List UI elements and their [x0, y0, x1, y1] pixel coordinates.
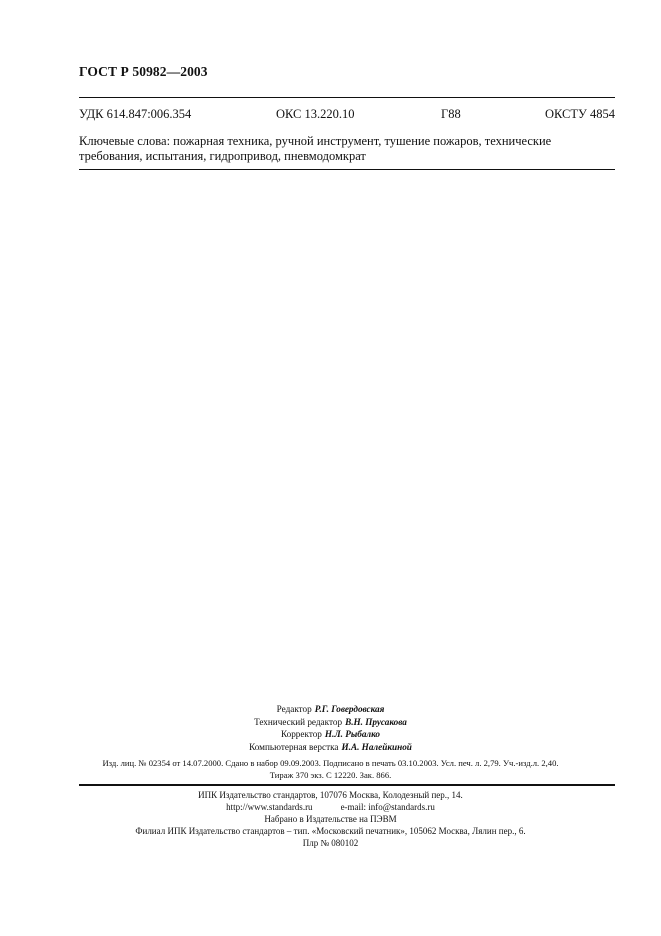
- group-code: Г88: [441, 107, 461, 121]
- imprint-block: [0, 758, 661, 781]
- publisher-website[interactable]: http://www.standards.ru: [226, 802, 313, 812]
- publisher-block: [0, 789, 661, 849]
- publisher-address: ИПК Издательство стандартов, 107076 Москва, Колодезный пер., 14.: [198, 790, 463, 800]
- credit-name: И.А. Налейкиной: [341, 741, 412, 752]
- credit-role: Технический редактор: [254, 716, 343, 727]
- credit-name: Р.Г. Говердовская: [314, 704, 385, 714]
- credit-layout: [0, 741, 661, 754]
- credit-name: Н.Л. Рыбалко: [324, 729, 381, 739]
- imprint-line: Изд. лиц. № 02354 от 14.07.2000. Сдано в набор 09.09.2003. Подписано в печать 03.10.2003. Усл. печ. л. 2,79. Уч.-изд.л. 2,40.: [102, 758, 559, 768]
- keywords-text: Ключевые слова: пожарная техника, ручной инструмент, тушение пожаров, технические требования, испытания, гидропривод, пневмодомкрат: [79, 134, 552, 163]
- keywords-divider: [79, 169, 615, 170]
- credit-role: Корректор: [280, 729, 322, 739]
- credit-tech-editor: [0, 716, 661, 729]
- header-divider: [79, 97, 615, 98]
- credits-block: [0, 703, 661, 753]
- publisher-license: Плр № 080102: [302, 838, 359, 848]
- publisher-email[interactable]: e-mail: info@standards.ru: [340, 802, 435, 812]
- udk-code: УДК 614.847:006.354: [79, 107, 192, 121]
- credit-name: В.Н. Прусакова: [345, 716, 407, 727]
- publisher-branch: Филиал ИПК Издательство стандартов – тип. «Московский печатник», 105062 Москва, Лялин пер., 6.: [135, 826, 526, 836]
- okstu-code: ОКСТУ 4854: [544, 107, 615, 121]
- credit-editor: [0, 703, 661, 716]
- oks-code: ОКС 13.220.10: [276, 107, 355, 121]
- publisher-typeset: Набрано в Издательстве на ПЭВМ: [264, 814, 397, 824]
- imprint-print-run: Тираж 370 экз. С 12220. Зак. 866.: [269, 769, 392, 780]
- publisher-contacts: [0, 801, 661, 813]
- credit-role: Компьютерная верстка: [249, 741, 339, 752]
- credit-proofreader: [0, 728, 661, 741]
- document-code: ГОСТ Р 50982—2003: [79, 64, 208, 79]
- credit-role: Редактор: [276, 704, 312, 714]
- imprint-divider: [79, 784, 615, 786]
